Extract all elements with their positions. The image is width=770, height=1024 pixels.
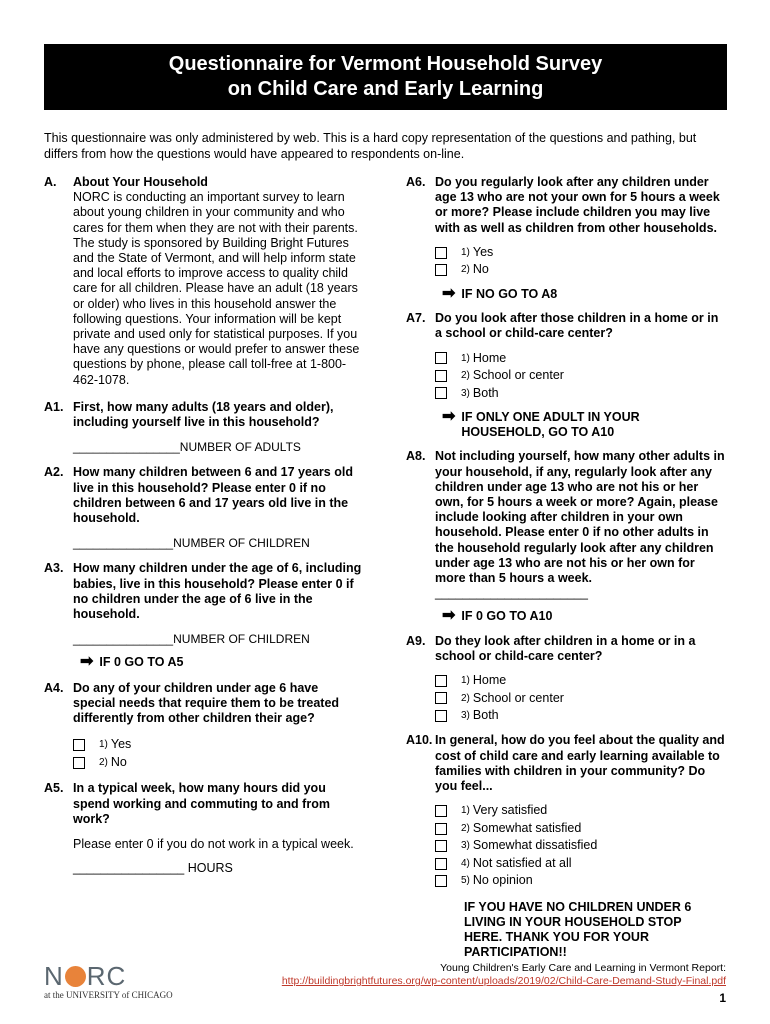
checkbox-icon[interactable] [435,875,447,887]
a7-option-both[interactable] [435,384,728,402]
option-label: Somewhat satisfied [472,820,582,835]
a10-option-no-opinion[interactable] [435,872,728,890]
option-label: School or center [472,368,564,383]
question-a8 [406,449,728,601]
a5-answer-field[interactable]: ________________ HOURS [73,861,233,876]
a6-skip-instruction [406,284,728,302]
intro-text: This questionnaire was only administered by web. This is a hard copy representation of the questions and pathing, but differs from how the questions would have appeared to respondents on-line. [44,131,697,161]
a6-option-no[interactable] [435,261,728,279]
right-arrow-icon: ➡ [80,653,94,671]
a3-number: A3. [44,561,64,576]
option-number: 3) [461,387,470,399]
a6-option-yes[interactable] [435,244,728,262]
a9-option-both[interactable] [435,707,728,725]
option-label: No [472,262,489,277]
a2-text: How many children between 6 and 17 years old live in this household? Please enter 0 if no children between 6 and 17 years old live in the household. [73,465,353,526]
question-a10 [406,733,728,794]
norc-logo [44,962,173,1000]
option-label: Yes [472,244,494,259]
question-a9 [406,634,728,664]
a7-option-school[interactable] [435,367,728,385]
a8-skip-instruction [406,609,728,624]
option-number: 1) [461,246,470,258]
a10-option-somewhat-dissatisfied[interactable] [435,837,728,855]
option-label: School or center [472,690,564,705]
section-a-number: A. [44,175,57,189]
a6-text: Do you regularly look after any children under age 13 who are not your own for 5 hours a week or more? Please include children you may live with as well as children from other households. [435,175,720,235]
title-line-2: on Child Care and Early Learning [227,78,544,100]
closing-instruction: IF YOU HAVE NO CHILDREN UNDER 6 LIVING IN YOUR HOUSEHOLD STOP HERE. THANK YOU FOR YOUR PARTICIPATION!! [464,899,692,960]
report-title: Young Children's Early Care and Learning in Vermont Report: [440,962,726,974]
option-number: 5) [461,875,470,887]
checkbox-icon[interactable] [435,247,447,259]
a10-option-not-satisfied[interactable] [435,855,728,873]
a9-number: A9. [406,633,426,648]
checkbox-icon[interactable] [435,370,447,382]
option-label: Somewhat dissatisfied [472,838,598,853]
option-number: 1) [461,805,470,817]
a9-options [406,672,728,725]
a3-text: How many children under the age of 6, including babies, live in this household? Please enter 0 if no children under the age of 6 live in the household. [73,561,362,622]
option-number: 2) [461,264,470,276]
question-a5 [44,781,362,827]
checkbox-icon[interactable] [435,675,447,687]
option-number: 3) [461,840,470,852]
checkbox-icon[interactable] [435,840,447,852]
a2-number: A2. [44,465,64,480]
a7-option-home[interactable] [435,349,728,367]
a10-options [406,802,728,890]
question-a4 [44,681,362,727]
a7-skip-text: IF ONLY ONE ADULT IN YOUR HOUSEHOLD, GO TO A10 [461,409,640,440]
option-number: 4) [461,857,470,869]
section-a-heading: About Your Household [73,175,208,189]
a8-answer-field[interactable]: ______________________ [435,586,588,601]
option-label: Home [472,350,507,365]
option-number: 1) [99,739,108,751]
option-number: 2) [461,692,470,704]
a1-number: A1. [44,399,64,414]
question-a1 [44,400,362,430]
option-number: 2) [461,370,470,382]
a5-note: Please enter 0 if you do not work in a typical week. [73,836,354,851]
option-number: 1) [461,675,470,687]
question-a7 [406,311,728,341]
a3-skip-text: IF 0 GO TO A5 [99,655,184,670]
option-label: Yes [110,737,132,752]
a1-text: First, how many adults (18 years and older), including yourself live in this household? [73,399,334,430]
question-a2 [44,465,362,526]
checkbox-icon[interactable] [435,805,447,817]
checkbox-icon[interactable] [435,710,447,722]
a9-text: Do they look after children in a home or in a school or child-care center? [435,633,696,663]
logo-letters-rc: RC [86,961,127,991]
a5-text: In a typical week, how many hours did you spend working and commuting to and from work? [73,781,330,826]
a6-skip-text: IF NO GO TO A8 [461,286,558,301]
a5-number: A5. [44,781,64,796]
checkbox-icon[interactable] [73,757,85,769]
question-a6 [406,175,728,236]
footer-citation [282,962,726,1005]
a8-text: Not including yourself, how many other adults in your household, if any, regularly look after any children under age 13 who are not his or her own, for 5 hours a week or more? Again, please include looking after children in your own household. Please enter 0 if no other adults in the household regularly look after any children under age 13 who are not his or her own for more than 5 hours a week. [435,449,725,585]
a3-answer-field[interactable]: _______________NUMBER OF CHILDREN [73,632,310,647]
checkbox-icon[interactable] [435,387,447,399]
a7-number: A7. [406,311,426,326]
option-label: Both [472,708,499,723]
a10-number: A10. [406,733,433,748]
report-link[interactable]: http://buildingbrightfutures.org/wp-content/uploads/2019/02/Child-Care-Demand-Study-Final.pdf [281,975,726,987]
a10-option-very-satisfied[interactable] [435,802,728,820]
a7-options [406,349,728,402]
a2-answer-field[interactable]: _______________NUMBER OF CHILDREN [73,536,310,551]
option-label: Very satisfied [472,803,548,818]
option-label: No [110,754,127,769]
title-banner [44,44,727,110]
question-a3 [44,561,362,622]
logo-circle-icon [65,966,86,987]
a7-text: Do you look after those children in a home or in a school or child-care center? [435,311,719,341]
page-number: 1 [719,991,726,1005]
section-a [44,175,362,388]
option-number: 3) [461,710,470,722]
logo-wordmark [44,962,173,990]
logo-subtitle: at the UNIVERSITY of CHICAGO [44,990,173,1000]
option-number: 2) [99,756,108,768]
a4-option-yes[interactable] [73,736,362,754]
checkbox-icon[interactable] [73,739,85,751]
a9-option-school[interactable] [435,689,728,707]
a6-number: A6. [406,175,426,189]
a7-skip-instruction [406,407,728,440]
a4-text: Do any of your children under age 6 have special needs that require them to be treated differently from other children their age? [73,680,340,726]
option-label: Home [472,673,507,688]
title-line-1: Questionnaire for Vermont Household Survey [168,53,603,75]
logo-letter-n: N [44,961,64,991]
a6-options [406,244,728,279]
right-column [406,175,728,961]
checkbox-icon[interactable] [435,264,447,276]
a4-options [44,736,362,771]
a8-number: A8. [406,449,426,464]
left-column [44,175,362,876]
right-arrow-icon: ➡ [442,407,456,425]
a8-skip-text: IF 0 GO TO A10 [461,609,553,624]
a1-answer-field[interactable]: ________________NUMBER OF ADULTS [73,440,301,455]
a10-option-somewhat-satisfied[interactable] [435,820,728,838]
option-label: Not satisfied at all [472,855,572,870]
a4-number: A4. [44,680,64,695]
checkbox-icon[interactable] [435,352,447,364]
right-arrow-icon: ➡ [442,284,456,302]
right-arrow-icon: ➡ [442,607,456,625]
option-label: No opinion [472,873,533,888]
a9-option-home[interactable] [435,672,728,690]
checkbox-icon[interactable] [435,823,447,835]
option-number: 1) [461,352,470,364]
section-a-body: NORC is conducting an important survey to learn about young children in your community and who cares for them when they are not with their parents. The study is sponsored by Building Bright Futures and the State of Vermont, and will help inform state and local efforts to improve access to quality child care for all children. Please have an adult (18 years or older) who lives in this household answer the following questions. Your information will be kept private and used only for statistical purposes. If you have any questions or would prefer to answer these questions by phone, please call toll-free at 1-800-462-1078. [73,190,360,387]
option-number: 2) [461,822,470,834]
a3-skip-instruction [44,655,362,670]
checkbox-icon[interactable] [435,692,447,704]
option-label: Both [472,385,499,400]
a10-text: In general, how do you feel about the quality and cost of child care and early learning available to families with children in your community? Do you feel... [435,733,725,794]
a4-option-no[interactable] [73,754,362,772]
checkbox-icon[interactable] [435,858,447,870]
